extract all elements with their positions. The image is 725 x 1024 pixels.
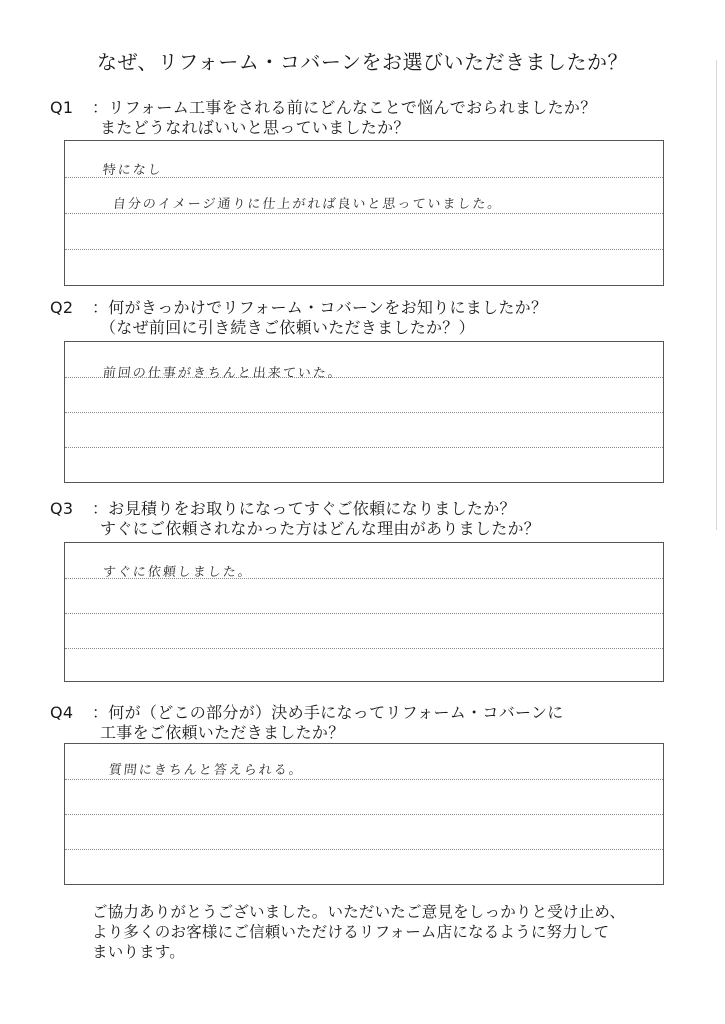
answer-rule <box>65 648 663 649</box>
question-text-line1: ：何がきっかけでリフォーム・コバーンをお知りにましたか？ <box>92 298 548 317</box>
answer-rule <box>65 447 663 448</box>
answer-box-4 <box>64 743 664 885</box>
question-number: Q4 <box>50 703 74 722</box>
answer-rule <box>65 613 663 614</box>
question-text-line1: ：何が（どこの部分が）決め手になってリフォーム・コバーンに <box>92 703 564 722</box>
question-2 <box>50 298 547 338</box>
question-number: Q3 <box>50 499 74 518</box>
handwritten-answer: 前回の仕事がきちんと出来ていた。 <box>102 366 344 381</box>
question-text-line2: すぐにご依頼されなかった方はどんな理由がありましたか？ <box>100 519 541 538</box>
handwritten-answer: 自分のイメージ通りに仕上がれば良いと思っていました。 <box>112 197 504 212</box>
answer-rule <box>65 779 663 780</box>
closing-message <box>92 902 625 962</box>
question-text-line2: 工事をご依頼いただきましたか？ <box>100 723 345 742</box>
question-text-line2: （なぜ前回に引き続きご依頼いただきましたか？） <box>100 318 475 337</box>
answer-box-2 <box>64 341 664 483</box>
handwritten-answer: 特になし <box>102 163 164 178</box>
scan-edge-line <box>716 60 717 530</box>
closing-line: まいります。 <box>92 943 185 961</box>
handwritten-answer: 質問にきちんと答えられる。 <box>108 763 305 778</box>
question-3 <box>50 499 540 539</box>
closing-line: より多くのお客様にご信頼いただけるリフォーム店になるように努力して <box>92 923 610 941</box>
closing-line: ご協力ありがとうございました。いただいたご意見をしっかりと受け止め、 <box>92 903 626 921</box>
question-text-line1: ：リフォーム工事をされる前にどんなことで悩んでおられましたか？ <box>92 98 597 117</box>
page-title: なぜ、リフォーム・コバーンをお選びいただきましたか？ <box>97 50 628 74</box>
handwritten-answer: すぐに依頼しました。 <box>102 565 254 580</box>
answer-box-3 <box>64 542 664 682</box>
question-text-line1: ：お見積りをお取りになってすぐご依頼になりましたか？ <box>92 499 516 518</box>
answer-rule <box>65 412 663 413</box>
question-4 <box>50 703 564 743</box>
answer-rule <box>65 213 663 214</box>
answer-rule <box>65 814 663 815</box>
question-number: Q1 <box>50 98 74 117</box>
question-number: Q2 <box>50 298 74 317</box>
answer-rule <box>65 849 663 850</box>
answer-rule <box>65 249 663 250</box>
question-text-line2: またどうなればいいと思っていましたか？ <box>100 118 410 137</box>
answer-box-1 <box>64 140 664 286</box>
question-1 <box>50 98 597 138</box>
